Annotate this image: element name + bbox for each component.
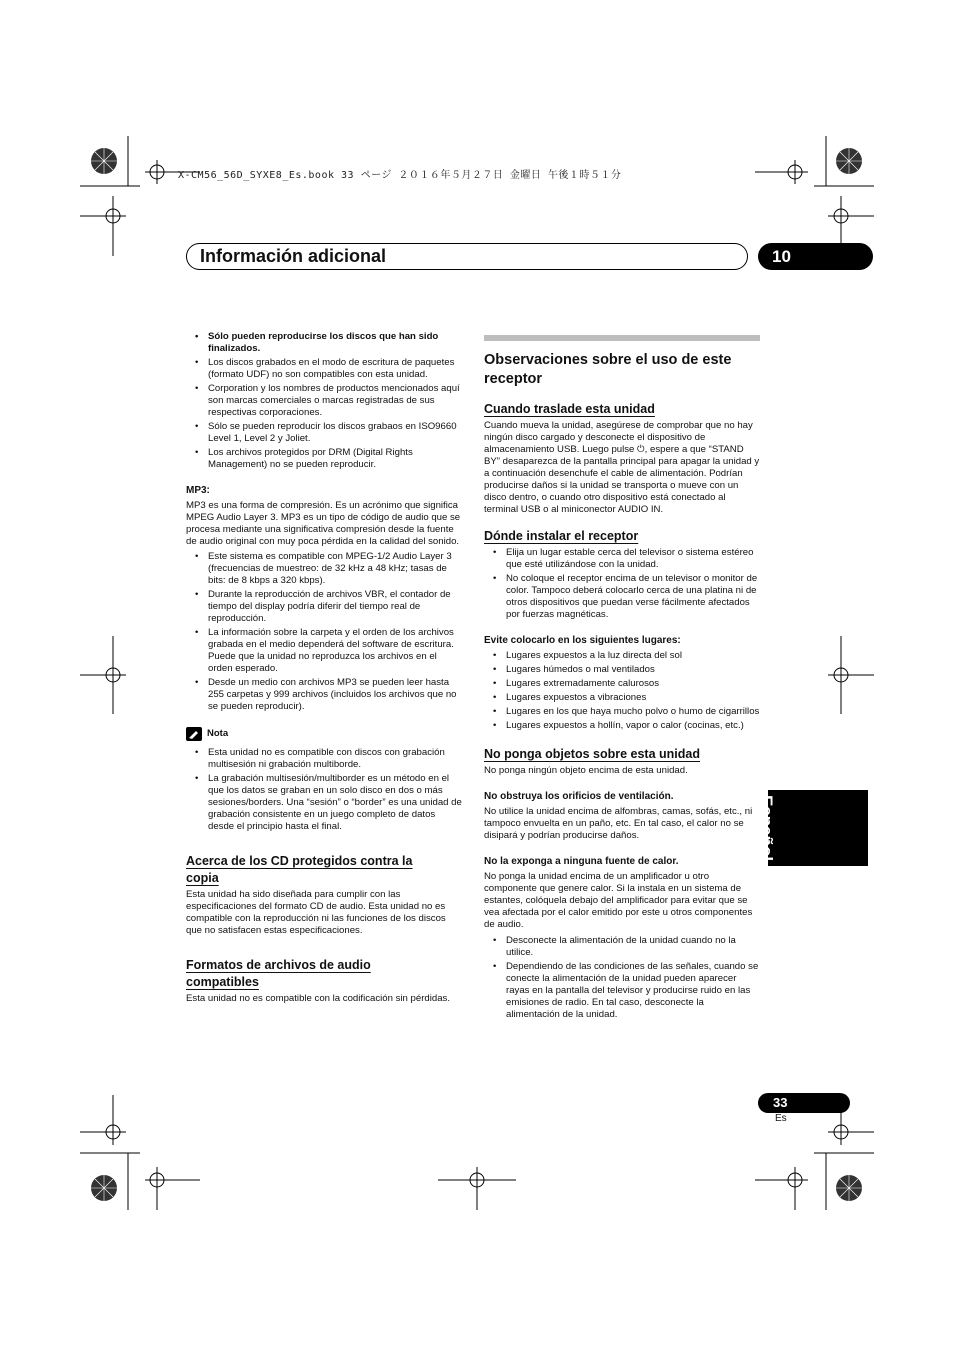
list-item: • Esta unidad no es compatible con discos con grabación multisesión ni grabación multiborde.: [186, 747, 462, 771]
page-number: 33: [758, 1093, 850, 1113]
disc-notes-list: [186, 331, 462, 471]
mp3-paragraph: MP3 es una forma de compresión. Es un acrónimo que significa MPEG Audio Layer 3. MP3 es un tipo de código de audio que se procesa mediante una significativa compresión desde la fuente de audio original con muy poca pérdida en la calidad del sonido.: [186, 500, 461, 547]
mp3-heading: MP3:: [186, 485, 210, 496]
page-language: Es: [775, 1113, 787, 1124]
list-item: • Sólo pueden reproducirse los discos que han sido finalizados.: [186, 331, 462, 355]
move-paragraph: Cuando mueva la unidad, asegúrese de comprobar que no hay ningún disco cargado y desconecte el dispositivo de almacenamiento USB. Luego pulse ⏻, espere a que “STAND BY” desaparezca de la pantalla principal para apagar la unidad y a continuación desenchufe el cable de alimentación. Podrían producirse daños si la unidad se transporta o mueve con un disco dentro, o cuando otro dispositivo está conectado al terminal USB o al miniconector AUDIO IN.: [484, 420, 760, 515]
objects-heading: No ponga objetos sobre esta unidad: [484, 747, 700, 761]
left-column: [186, 331, 462, 1005]
avoid-list: [484, 650, 760, 732]
file-header: X-CM56_56D_SYXE8_Es.book 33 ページ ２０１６年５月２７日 金曜日 午後１時５１分: [178, 170, 622, 181]
copy-protection-paragraph: Esta unidad ha sido diseñada para cumplir con las especificaciones del formato CD de audio. Esta unidad no es compatible con la reproducción ni las funciones de los discos que no satisfacen estas especificaciones.: [186, 889, 446, 936]
list-item: • Durante la reproducción de archivos VBR, el contador de tiempo del display podría diferir del tiempo real de reproducción.: [186, 589, 462, 625]
list-item: • Lugares expuestos a vibraciones: [484, 692, 760, 704]
list-item: • La información sobre la carpeta y el orden de los archivos grabada en el medio dependerá del software de escritura. Puede que la unidad no reproduzca los archivos en el orden esperado.: [186, 627, 462, 675]
list-item: • Los archivos protegidos por DRM (Digital Rights Management) no se pueden reproducir.: [186, 447, 462, 471]
list-item: • Dependiendo de las condiciones de las señales, cuando se conecte la alimentación de la unidad pueden aparecer rayas en la pantalla del televisor y producirse ruido en las emisiones de radio. En tal caso, desconecte la alimentación de la unidad.: [484, 961, 760, 1021]
note-label: Nota: [207, 728, 229, 739]
list-item: • Los discos grabados en el modo de escritura de paquetes (formato UDF) no son compatibles con esta unidad.: [186, 357, 462, 381]
list-item: • La grabación multisesión/multiborder es un método en el que los datos se graban en un solo disco en dos o más sesiones/borders. Una “sesión” o “border” es una unidad de grabación consistente en un juego completo de datos desde el principio hasta el final.: [186, 773, 462, 833]
list-item: • No coloque el receptor encima de un televisor o monitor de color. Tampoco deberá colocarlo cerca de una platina ni de otros dispositivos que puedan verse fácilmente afectados por fuerzas magnéticas.: [484, 573, 760, 621]
list-item: • Lugares extremadamente calurosos: [484, 678, 760, 690]
avoid-heading: Evite colocarlo en los siguientes lugares:: [484, 635, 681, 646]
section-title: Observaciones sobre el uso de este receptor: [484, 352, 732, 387]
heat-paragraph: No ponga la unidad encima de un amplificador u otro componente que genere calor. Si la instala en un sistema de estantes, colóquela debajo del amplificador para evitar que se vea afectada por el calor emitido por este u otros componentes de audio.: [484, 871, 753, 930]
audio-formats-heading: Formatos de archivos de audio compatibles: [186, 958, 371, 989]
list-item: • Este sistema es compatible con MPEG-1/2 Audio Layer 3 (frecuencias de muestreo: de 32 kHz a 48 kHz; tasas de bits: de 8 kbps a 320 kbps).: [186, 551, 462, 587]
section-rule: [484, 335, 760, 341]
list-item: • Desconecte la alimentación de la unidad cuando no la utilice.: [484, 935, 760, 959]
pencil-note-icon: [186, 727, 202, 741]
right-column: [484, 334, 760, 1023]
heat-list: [484, 935, 760, 1021]
heat-heading: No la exponga a ninguna fuente de calor.: [484, 856, 679, 867]
language-tab-label: Español: [757, 794, 776, 862]
language-tab: [757, 790, 868, 866]
objects-paragraph: No ponga ningún objeto encima de esta unidad.: [484, 765, 688, 776]
ventilation-paragraph: No utilice la unidad encima de alfombras, camas, sofás, etc., ni tampoco envuelta en un paño, etc. En tal caso, el calor no se disipará y podrían producirse daños.: [484, 806, 753, 841]
audio-formats-paragraph: Esta unidad no es compatible con la codificación sin pérdidas.: [186, 993, 450, 1004]
note-header: [186, 727, 462, 741]
install-list: [484, 547, 760, 621]
list-item: • Elija un lugar estable cerca del televisor o sistema estéreo que esté utilizándose con la unidad.: [484, 547, 760, 571]
chapter-title: Información adicional: [200, 246, 387, 266]
list-item: • Corporation y los nombres de productos mencionados aquí son marcas comerciales o marcas registradas de sus respectivas corporaciones.: [186, 383, 462, 419]
list-item: • Sólo se pueden reproducir los discos grabaos en ISO9660 Level 1, Level 2 y Joliet.: [186, 421, 462, 445]
move-heading: Cuando traslade esta unidad: [484, 402, 655, 416]
list-item: • Lugares expuestos a la luz directa del sol: [484, 650, 760, 662]
list-item: • Lugares húmedos o mal ventilados: [484, 664, 760, 676]
chapter-number: 10: [758, 243, 873, 270]
list-item: • Lugares en los que haya mucho polvo o humo de cigarrillos: [484, 706, 760, 718]
copy-protection-heading: Acerca de los CD protegidos contra la copia: [186, 854, 413, 885]
install-heading: Dónde instalar el receptor: [484, 529, 639, 543]
list-item: • Desde un medio con archivos MP3 se pueden leer hasta 255 carpetas y 999 archivos (incluidos los archivos que no se pueden reproducir).: [186, 677, 462, 713]
mp3-list: [186, 551, 462, 713]
note-list: [186, 747, 462, 833]
list-item: • Lugares expuestos a hollín, vapor o calor (cocinas, etc.): [484, 720, 760, 732]
ventilation-heading: No obstruya los orificios de ventilación.: [484, 791, 674, 802]
